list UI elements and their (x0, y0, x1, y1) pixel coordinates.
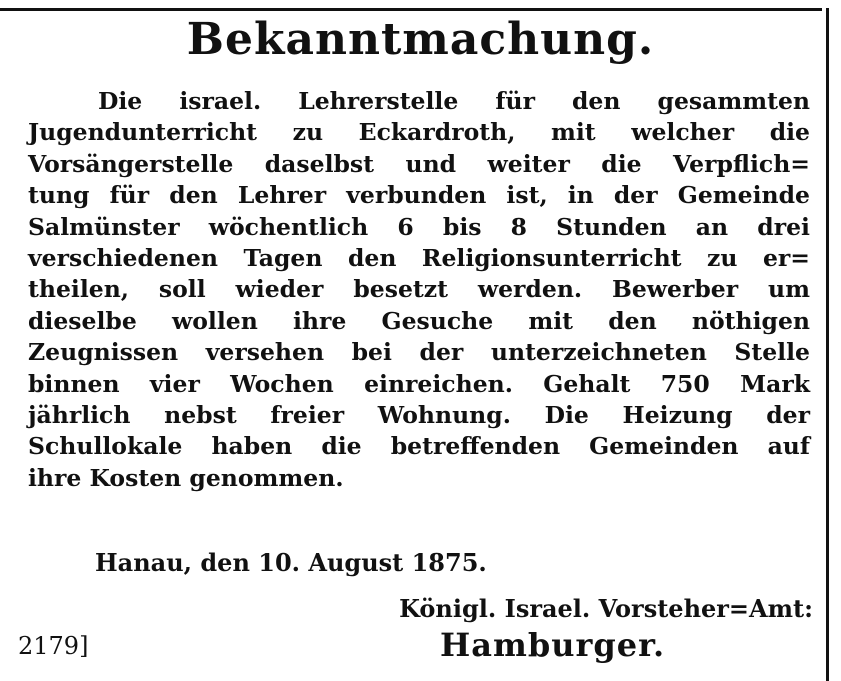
body-line: Schullokale haben die betreffenden Gemeinden auf (28, 432, 810, 461)
body-line: verschiedenen Tagen den Religionsunterricht zu er= (28, 244, 810, 273)
body-line: Die israel. Lehrerstelle für den gesammten (98, 87, 810, 115)
body-line: ihre Kosten genommen. (28, 463, 344, 492)
top-rule (0, 8, 822, 11)
body-line: theilen, soll wieder besetzt werden. Bewerber um (28, 275, 810, 304)
body-line: Salmünster wöchentlich 6 bis 8 Stunden an drei (28, 212, 810, 241)
signature-name: Hamburger. (440, 626, 666, 664)
body-line: jährlich nebst freier Wohnung. Die Heizung der (28, 401, 810, 430)
issuing-authority: Königl. Israel. Vorsteher=Amt: (399, 594, 813, 623)
notice-body (28, 86, 810, 494)
right-rule (826, 8, 829, 681)
body-line: dieselbe wollen ihre Gesuche mit den nöthigen (28, 306, 810, 335)
place-date: Hanau, den 10. August 1875. (95, 548, 487, 577)
body-line: Jugendunterricht zu Eckardroth, mit welcher die (28, 118, 810, 147)
body-line: tung für den Lehrer verbunden ist, in der Gemeinde (28, 181, 810, 210)
body-line: binnen vier Wochen einreichen. Gehalt 750 Mark (28, 369, 810, 398)
notice-title: Bekanntmachung. (186, 14, 655, 65)
notice-number: 2179] (18, 632, 89, 660)
body-line: Vorsängerstelle daselbst und weiter die Verpflich= (28, 149, 810, 178)
body-line: Zeugnissen versehen bei der unterzeichneten Stelle (28, 338, 810, 367)
